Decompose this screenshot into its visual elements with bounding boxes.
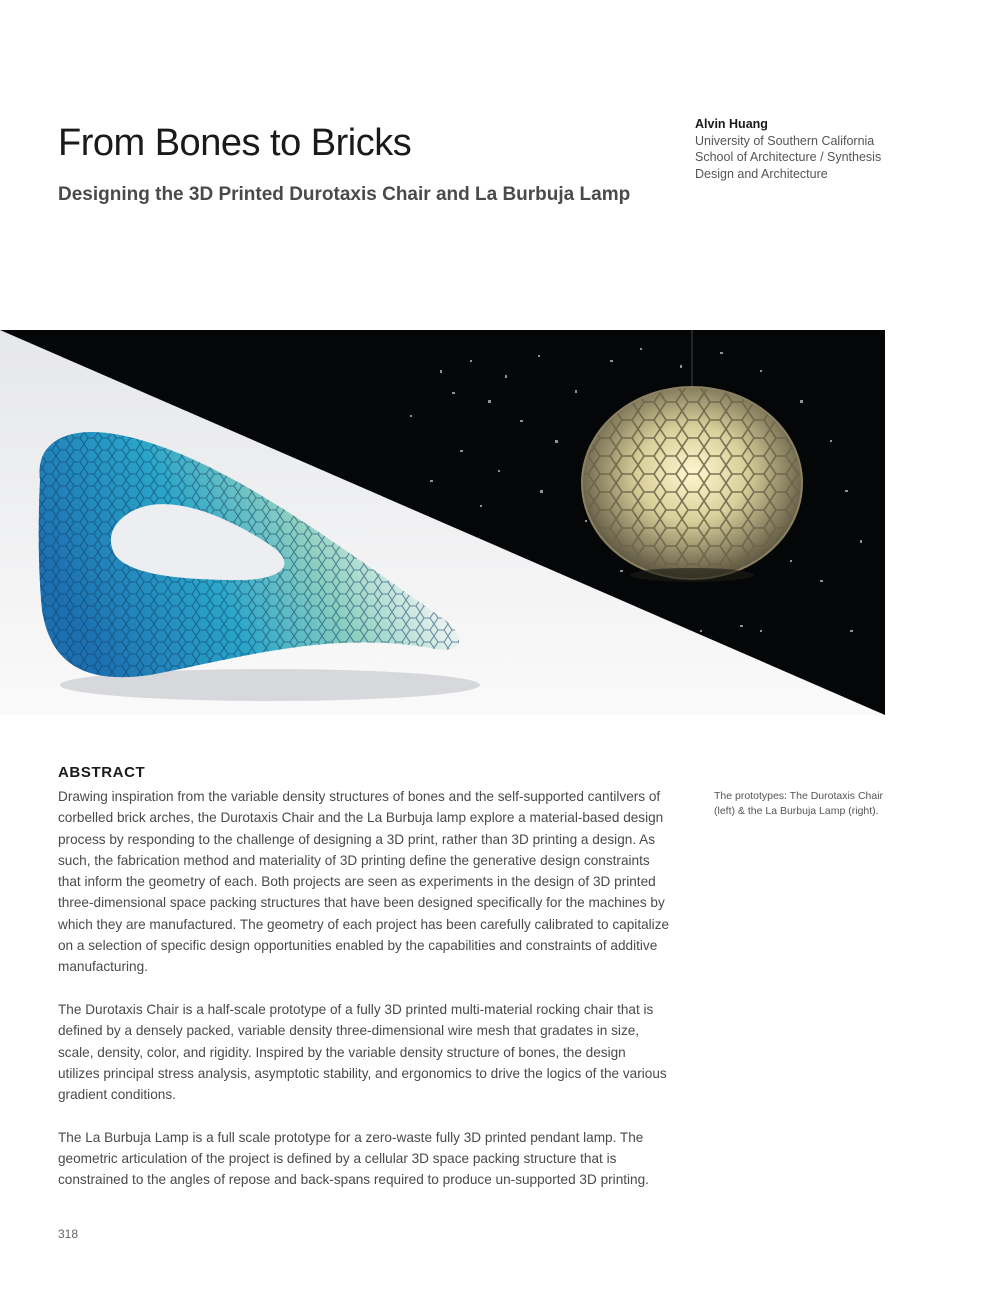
paper-subtitle: Designing the 3D Printed Durotaxis Chair and La Burbuja Lamp: [58, 184, 631, 205]
paper-title: From Bones to Bricks: [58, 122, 412, 164]
abstract-paragraph: Drawing inspiration from the variable density structures of bones and the self-supported cantilvers of corbelled brick arches, the Durotaxis Chair and the La Burbuja lamp explore a material-based design process by responding to the challenge of designing a 3D print, rather than 3D printing a design. As such, the fabrication method and materiality of 3D printing define the generative design constraints that inform the geometry of each. Both projects are seen as experiments in the design of 3D printed three-dimensional space packing structures that have been designed specifically for the machines by which they are manufactured. The geometry of each project has been carefully calibrated to capitalize on a selection of specific design opportunities enabled by the capabilities and constraints of additive manufacturing.: [58, 789, 670, 975]
prototypes-photo: [0, 330, 885, 715]
figure-caption: The prototypes: The Durotaxis Chair (left) & the La Burbuja Lamp (right).: [714, 790, 884, 817]
author-name: Alvin Huang: [695, 117, 768, 131]
abstract-heading: ABSTRACT: [58, 764, 146, 781]
abstract-paragraph: The La Burbuja Lamp is a full scale prototype for a zero-waste fully 3D printed pendant lamp. The geometric articulation of the project is defined by a cellular 3D space packing structure that is constrained to the angles of repose and back-spans required to produce un-supported 3D printing.: [58, 1129, 649, 1188]
author-affiliation: University of Southern California School of Architecture / Synthesis Design and Architecture: [695, 133, 882, 181]
page-number: 318: [58, 1227, 79, 1241]
abstract-body: [58, 786, 670, 1212]
prototypes-figure: [0, 330, 885, 715]
abstract-paragraph: The Durotaxis Chair is a half-scale prototype of a fully 3D printed multi-material rocking chair that is defined by a densely packed, variable density three-dimensional wire mesh that gradates in size, scale, density, color, and rigidity. Inspired by the variable density structure of bones, the design utilizes principal stress analysis, asymptotic stability, and ergonomics to drive the logics of the various gradient conditions.: [58, 1001, 667, 1103]
author-block: [695, 116, 895, 182]
